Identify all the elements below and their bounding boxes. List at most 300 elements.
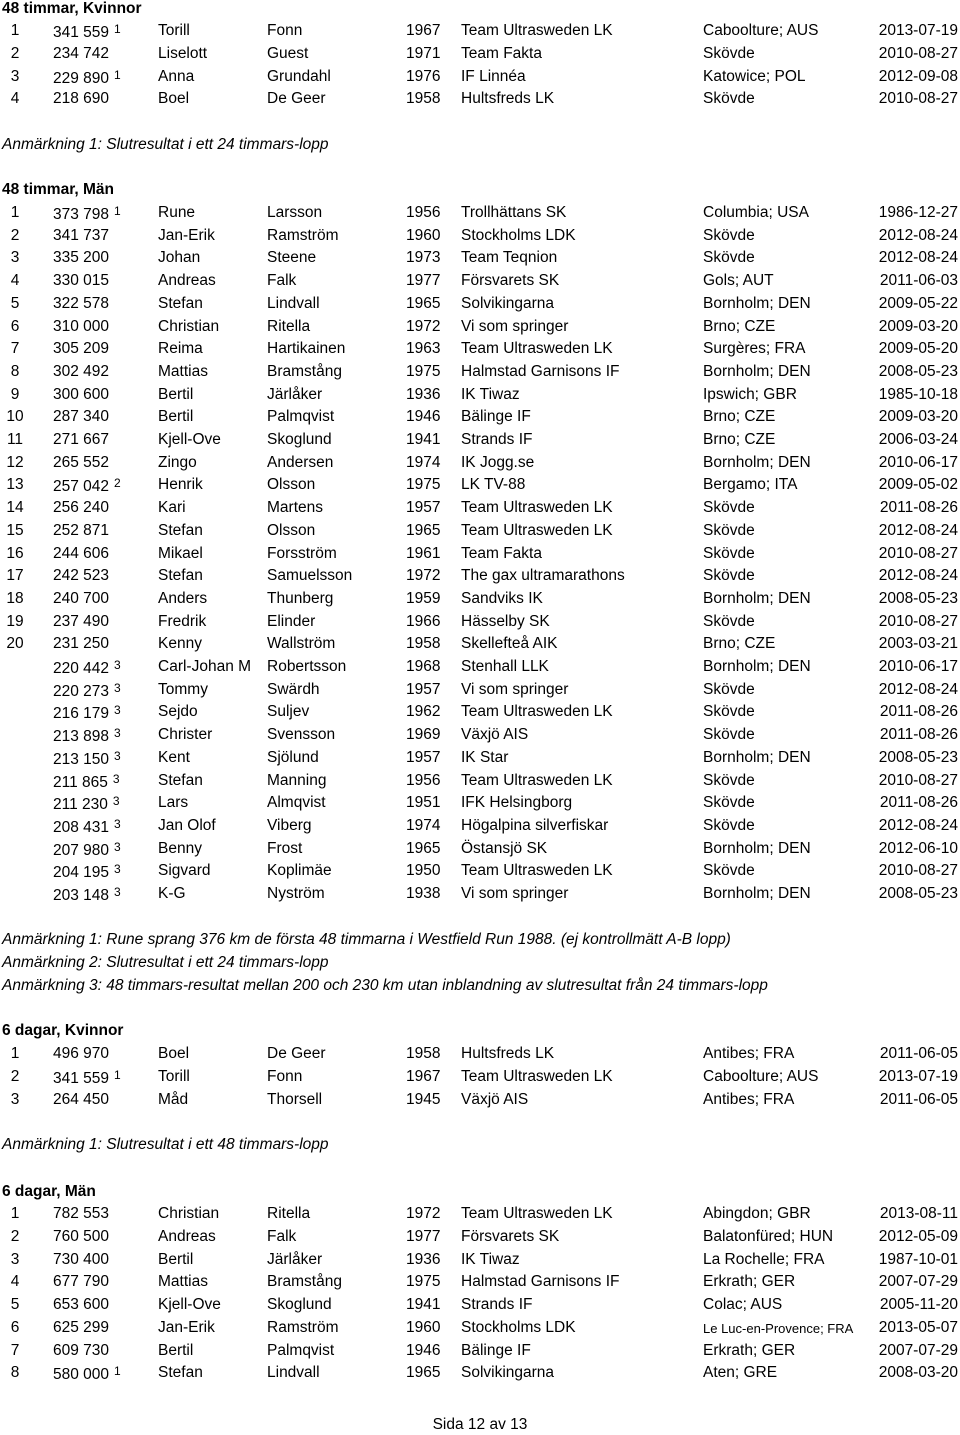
place-cell: Aten; GRE (703, 1364, 778, 1382)
last-name-cell: Swärdh (267, 680, 320, 698)
birth-year-cell: 1946 (406, 1341, 441, 1359)
footnote: Anmärkning 1: Rune sprang 376 km de första 48 timmarna i Westfield Run 1988. (ej kontrollmätt A-B lopp) (2, 931, 731, 948)
last-name-cell: Palmqvist (267, 1341, 335, 1359)
place-cell: Skövde (703, 249, 755, 267)
date-cell: 2010-08-27 (878, 44, 958, 62)
date-cell: 2012-08-24 (878, 521, 958, 539)
club-cell: Stenhall LLK (461, 658, 549, 675)
footnote-marker: 3 (114, 885, 121, 899)
date-cell: 2013-08-11 (879, 1205, 958, 1222)
distance-value: 242 523 (53, 567, 110, 585)
first-name-cell: Christer (158, 726, 213, 744)
distance-cell (53, 90, 109, 108)
club-cell: Bälinge IF (461, 408, 531, 426)
date-cell: 2010-08-27 (878, 771, 958, 789)
last-name-cell: Sjölund (267, 748, 319, 766)
birth-year-cell: 1961 (406, 544, 441, 562)
distance-value: 335 200 (53, 249, 110, 267)
table-row (0, 1045, 960, 1067)
birth-year-cell: 1975 (406, 1273, 441, 1291)
club-cell: Vi som springer (461, 885, 569, 902)
first-name-cell: Kenny (158, 635, 202, 653)
first-name-cell: Christian (158, 317, 220, 335)
first-name-cell: Torill (158, 22, 190, 39)
rank-cell: 3 (10, 67, 20, 85)
club-cell: Team Teqnion (461, 249, 558, 267)
table-row (0, 318, 960, 340)
distance-value: 231 250 (53, 635, 110, 653)
place-cell: Skövde (703, 612, 755, 630)
footnote-marker: 1 (114, 1364, 121, 1379)
distance-cell (53, 862, 121, 882)
birth-year-cell: 1965 (406, 839, 441, 857)
place-cell: Skövde (703, 680, 755, 698)
first-name-cell: Kent (158, 748, 190, 766)
table-row (0, 658, 960, 680)
distance-value: 310 000 (53, 317, 110, 335)
date-cell: 2010-08-27 (878, 90, 958, 108)
rank-cell: 8 (10, 362, 20, 380)
footnote-marker: 2 (114, 476, 121, 491)
footnote-marker: 3 (112, 771, 120, 786)
birth-year-cell: 1972 (406, 1205, 441, 1222)
footnote-marker: 3 (114, 726, 121, 741)
first-name-cell: Mattias (158, 362, 208, 380)
club-cell: Vi som springer (461, 680, 569, 698)
rank-cell: 7 (10, 1341, 20, 1359)
distance-value: 244 606 (53, 544, 110, 562)
last-name-cell: Falk (267, 272, 297, 290)
distance-cell (53, 476, 121, 496)
distance-cell (53, 635, 109, 653)
last-name-cell: Larsson (267, 204, 323, 221)
last-name-cell: Ritella (267, 317, 311, 335)
date-cell: 2008-05-23 (878, 885, 958, 902)
place-cell: Columbia; USA (703, 204, 809, 221)
distance-value: 218 690 (53, 90, 110, 108)
rank-cell: 3 (10, 249, 20, 267)
distance-value: 265 552 (53, 453, 110, 471)
place-cell: Ipswich; GBR (703, 385, 797, 403)
distance-value: 609 730 (53, 1341, 110, 1359)
table-row (0, 1296, 960, 1318)
distance-cell (53, 885, 121, 905)
place-cell: Bornholm; DEN (703, 885, 811, 902)
table-row (0, 408, 960, 430)
date-cell: 2012-08-24 (878, 249, 958, 267)
distance-cell (53, 726, 121, 746)
first-name-cell: Stefan (158, 1364, 203, 1382)
place-cell: Bornholm; DEN (703, 658, 811, 675)
rank-cell: 3 (10, 1090, 20, 1108)
birth-year-cell: 1965 (406, 294, 441, 312)
table-row (0, 249, 960, 271)
footnote-marker: 1 (114, 22, 121, 36)
last-name-cell: Samuelsson (267, 567, 353, 585)
date-cell: 1985-10-18 (878, 385, 958, 403)
footnote-marker: 3 (112, 794, 120, 809)
rank-cell: 4 (10, 1273, 20, 1291)
distance-value: 341 559 (53, 1069, 110, 1087)
table-row (0, 431, 960, 453)
first-name-cell: Måd (158, 1090, 189, 1108)
last-name-cell: Bramstång (267, 362, 342, 380)
last-name-cell: Suljev (267, 703, 310, 721)
last-name-cell: De Geer (267, 1045, 326, 1062)
date-cell: 2012-06-10 (878, 839, 958, 857)
birth-year-cell: 1941 (406, 431, 441, 448)
birth-year-cell: 1963 (406, 340, 441, 358)
distance-cell (53, 318, 109, 336)
distance-value: 252 871 (53, 521, 110, 539)
last-name-cell: Lindvall (267, 1364, 320, 1382)
rank-cell: 14 (6, 499, 24, 517)
place-cell: Bergamo; ITA (703, 476, 798, 494)
rank-cell: 1 (10, 1045, 20, 1062)
date-cell: 2010-08-27 (878, 862, 958, 880)
distance-cell (53, 794, 120, 814)
section-title: 6 dagar, Kvinnor (2, 1022, 124, 1039)
table-row (0, 885, 960, 907)
birth-year-cell: 1945 (406, 1090, 441, 1108)
last-name-cell: Palmqvist (267, 408, 335, 426)
place-cell: Skövde (703, 567, 755, 585)
birth-year-cell: 1965 (406, 1364, 441, 1382)
date-cell: 2013-07-19 (878, 1067, 958, 1085)
distance-value: 580 000 (53, 1366, 110, 1384)
distance-value: 204 195 (53, 864, 110, 882)
date-cell: 2007-07-29 (878, 1273, 958, 1291)
date-cell: 2012-08-24 (878, 816, 958, 834)
rank-cell: 2 (10, 1227, 20, 1245)
birth-year-cell: 1973 (406, 249, 441, 267)
first-name-cell: Andreas (158, 272, 216, 290)
first-name-cell: Anders (158, 589, 208, 607)
last-name-cell: Ritella (267, 1205, 311, 1222)
rank-cell: 4 (10, 90, 20, 108)
last-name-cell: De Geer (267, 90, 326, 108)
distance-cell (53, 1068, 121, 1088)
club-cell: Team Ultrasweden LK (461, 499, 613, 517)
place-cell: Skövde (703, 771, 755, 789)
club-cell: Hultsfreds LK (461, 90, 555, 108)
footnote-marker: 3 (114, 658, 121, 672)
first-name-cell: Lars (158, 794, 189, 812)
date-cell: 2007-07-29 (878, 1341, 958, 1359)
place-cell: Skövde (703, 794, 755, 812)
distance-value: 782 553 (53, 1205, 110, 1222)
table-row (0, 363, 960, 385)
first-name-cell: Carl-Johan M (158, 658, 252, 675)
rank-cell: 1 (10, 1205, 20, 1222)
distance-cell (53, 227, 109, 245)
first-name-cell: Kjell-Ove (158, 1296, 221, 1313)
date-cell: 2009-05-22 (878, 294, 958, 312)
birth-year-cell: 1958 (406, 635, 441, 653)
distance-cell (53, 386, 109, 404)
distance-cell (53, 1205, 109, 1223)
club-cell: IK Tiwaz (461, 385, 520, 403)
birth-year-cell: 1959 (406, 589, 441, 607)
table-row (0, 794, 960, 816)
place-cell: Skövde (703, 544, 755, 562)
last-name-cell: Manning (267, 771, 327, 789)
birth-year-cell: 1974 (406, 453, 441, 471)
last-name-cell: Forsström (267, 544, 337, 562)
club-cell: Team Ultrasweden LK (461, 703, 613, 721)
first-name-cell: Stefan (158, 771, 203, 789)
first-name-cell: Stefan (158, 294, 203, 312)
first-name-cell: Stefan (158, 521, 203, 539)
club-cell: Östansjö SK (461, 839, 548, 857)
first-name-cell: Fredrik (158, 612, 207, 630)
distance-value: 341 559 (53, 24, 110, 41)
rank-cell: 6 (10, 1318, 20, 1336)
distance-cell (53, 681, 121, 701)
table-row (0, 522, 960, 544)
rank-cell: 20 (6, 635, 24, 653)
table-row (0, 545, 960, 567)
distance-cell (53, 1342, 109, 1360)
table-row (0, 567, 960, 589)
rank-cell: 15 (6, 521, 24, 539)
table-row (0, 90, 960, 112)
table-row (0, 817, 960, 839)
date-cell: 2003-03-21 (878, 635, 958, 653)
place-cell: Brno; CZE (703, 431, 776, 448)
distance-cell (53, 249, 109, 267)
distance-cell (53, 499, 109, 517)
distance-value: 300 600 (53, 385, 110, 403)
first-name-cell: Zingo (158, 453, 197, 471)
last-name-cell: Thunberg (267, 589, 334, 607)
club-cell: Trollhättans SK (461, 204, 567, 221)
last-name-cell: Järlåker (267, 1250, 323, 1268)
distance-cell (53, 1296, 109, 1314)
birth-year-cell: 1977 (406, 272, 441, 290)
rank-cell: 6 (10, 317, 20, 335)
rank-cell: 16 (6, 544, 24, 562)
last-name-cell: Olsson (267, 476, 316, 494)
distance-value: 203 148 (53, 887, 110, 904)
section-title: 48 timmar, Män (2, 181, 114, 198)
date-cell: 2012-05-09 (878, 1227, 958, 1245)
distance-value: 213 150 (53, 750, 110, 768)
distance-cell (53, 567, 109, 585)
birth-year-cell: 1976 (406, 67, 441, 85)
first-name-cell: Boel (158, 1045, 190, 1062)
first-name-cell: Sigvard (158, 862, 211, 880)
distance-cell (53, 454, 109, 472)
date-cell: 2008-03-20 (878, 1364, 958, 1382)
last-name-cell: Martens (267, 499, 323, 517)
distance-cell (53, 1273, 109, 1291)
rank-cell: 7 (10, 340, 20, 358)
date-cell: 2009-05-20 (878, 340, 958, 358)
last-name-cell: Guest (267, 44, 309, 62)
place-cell: Skövde (703, 726, 755, 744)
place-cell: Bornholm; DEN (703, 839, 811, 857)
distance-cell (53, 817, 121, 837)
place-cell: Skövde (703, 816, 755, 834)
birth-year-cell: 1968 (406, 658, 441, 675)
first-name-cell: Kari (158, 499, 186, 517)
distance-cell (53, 408, 109, 426)
first-name-cell: Mikael (158, 544, 203, 562)
table-row (0, 1273, 960, 1295)
club-cell: Team Ultrasweden LK (461, 521, 613, 539)
distance-value: 234 742 (53, 44, 110, 62)
rank-cell: 12 (6, 453, 24, 471)
place-cell: Bornholm; DEN (703, 294, 811, 312)
first-name-cell: Jan Olof (158, 816, 216, 834)
distance-value: 208 431 (53, 818, 110, 836)
last-name-cell: Skoglund (267, 1296, 332, 1313)
distance-cell (53, 1045, 109, 1063)
rank-cell: 19 (6, 612, 24, 630)
place-cell: Caboolture; AUS (703, 1067, 819, 1085)
table-row (0, 590, 960, 612)
date-cell: 2008-05-23 (878, 748, 958, 766)
table-row (0, 1068, 960, 1090)
rank-cell: 2 (10, 44, 20, 62)
club-cell: Strands IF (461, 431, 533, 448)
rank-cell: 2 (10, 1067, 20, 1085)
date-cell: 2010-08-27 (878, 612, 958, 630)
club-cell: Team Ultrasweden LK (461, 1067, 613, 1085)
birth-year-cell: 1974 (406, 816, 441, 834)
last-name-cell: Elinder (267, 612, 316, 630)
place-cell: Gols; AUT (703, 272, 774, 290)
distance-value: 305 209 (53, 340, 110, 358)
date-cell: 2009-03-20 (878, 317, 958, 335)
club-cell: Team Ultrasweden LK (461, 22, 613, 39)
distance-cell (53, 431, 109, 449)
table-row (0, 204, 960, 226)
distance-cell (53, 68, 121, 88)
first-name-cell: Tommy (158, 680, 208, 698)
distance-value: 213 898 (53, 728, 110, 746)
club-cell: Hultsfreds LK (461, 1045, 555, 1062)
place-cell: Brno; CZE (703, 635, 776, 653)
table-row (0, 68, 960, 90)
club-cell: Hässelby SK (461, 612, 550, 630)
footnote-marker: 3 (114, 862, 121, 877)
rank-cell: 13 (6, 476, 24, 494)
distance-value: 677 790 (53, 1273, 110, 1291)
footnote: Anmärkning 1: Slutresultat i ett 48 timmars-lopp (2, 1136, 329, 1153)
distance-cell (53, 840, 121, 860)
table-row (0, 1364, 960, 1386)
distance-value: 211 230 (53, 796, 108, 814)
rank-cell: 1 (10, 22, 20, 39)
first-name-cell: Liselott (158, 44, 208, 62)
date-cell: 2011-08-26 (879, 726, 958, 744)
place-cell: Skövde (703, 703, 755, 721)
birth-year-cell: 1965 (406, 521, 441, 539)
birth-year-cell: 1962 (406, 703, 441, 721)
table-row (0, 22, 960, 44)
footnote-marker: 3 (114, 816, 121, 831)
last-name-cell: Nyström (267, 885, 325, 902)
birth-year-cell: 1958 (406, 1045, 441, 1062)
distance-value: 271 667 (53, 431, 110, 448)
footnote-marker: 3 (114, 839, 121, 854)
birth-year-cell: 1936 (406, 385, 441, 403)
footnote-marker: 3 (114, 680, 121, 695)
birth-year-cell: 1960 (406, 1318, 441, 1336)
distance-value: 373 798 (53, 206, 110, 223)
rank-cell: 2 (10, 226, 20, 244)
birth-year-cell: 1951 (406, 794, 441, 812)
club-cell: Solvikingarna (461, 294, 555, 312)
distance-cell (53, 295, 109, 313)
last-name-cell: Järlåker (267, 385, 323, 403)
rank-cell: 3 (10, 1250, 20, 1268)
last-name-cell: Bramstång (267, 1273, 342, 1291)
last-name-cell: Ramström (267, 226, 339, 244)
date-cell: 2011-08-26 (879, 499, 958, 517)
date-cell: 1986-12-27 (878, 204, 958, 221)
distance-value: 216 179 (53, 705, 110, 723)
last-name-cell: Olsson (267, 521, 316, 539)
table-row (0, 1342, 960, 1364)
last-name-cell: Grundahl (267, 67, 331, 85)
last-name-cell: Ramström (267, 1318, 339, 1336)
place-cell: Antibes; FRA (703, 1045, 795, 1062)
date-cell: 2011-06-05 (879, 1045, 958, 1062)
club-cell: Solvikingarna (461, 1364, 555, 1382)
distance-cell (53, 772, 120, 792)
club-cell: Stockholms LDK (461, 226, 576, 244)
rank-cell: 5 (10, 1296, 20, 1313)
distance-value: 730 400 (53, 1250, 110, 1268)
first-name-cell: Bertil (158, 1250, 194, 1268)
club-cell: Team Fakta (461, 544, 542, 562)
table-row (0, 681, 960, 703)
last-name-cell: Thorsell (267, 1090, 323, 1108)
rank-cell: 9 (10, 385, 20, 403)
date-cell: 2008-05-23 (878, 589, 958, 607)
last-name-cell: Steene (267, 249, 317, 267)
distance-cell (53, 1251, 109, 1269)
footnote-marker: 1 (114, 1067, 121, 1082)
date-cell: 2012-09-08 (878, 67, 958, 85)
rank-cell: 4 (10, 272, 20, 290)
first-name-cell: Andreas (158, 1227, 216, 1245)
distance-cell (53, 658, 121, 678)
birth-year-cell: 1956 (406, 204, 441, 221)
distance-cell (53, 1319, 109, 1337)
club-cell: IFK Helsingborg (461, 794, 573, 812)
birth-year-cell: 1950 (406, 862, 441, 880)
place-cell: Bornholm; DEN (703, 748, 811, 766)
table-row (0, 272, 960, 294)
distance-value: 302 492 (53, 362, 110, 380)
club-cell: Halmstad Garnisons IF (461, 1273, 620, 1291)
section-title: 48 timmar, Kvinnor (2, 0, 142, 17)
place-cell: Surgères; FRA (703, 340, 806, 358)
date-cell: 2011-08-26 (879, 703, 958, 721)
club-cell: IK Jogg.se (461, 453, 535, 471)
table-row (0, 1319, 960, 1341)
distance-value: 220 273 (53, 682, 110, 700)
place-cell: Skövde (703, 90, 755, 108)
section-title: 6 dagar, Män (2, 1183, 96, 1200)
distance-cell (53, 749, 121, 769)
last-name-cell: Hartikainen (267, 340, 346, 358)
table-row (0, 1251, 960, 1273)
